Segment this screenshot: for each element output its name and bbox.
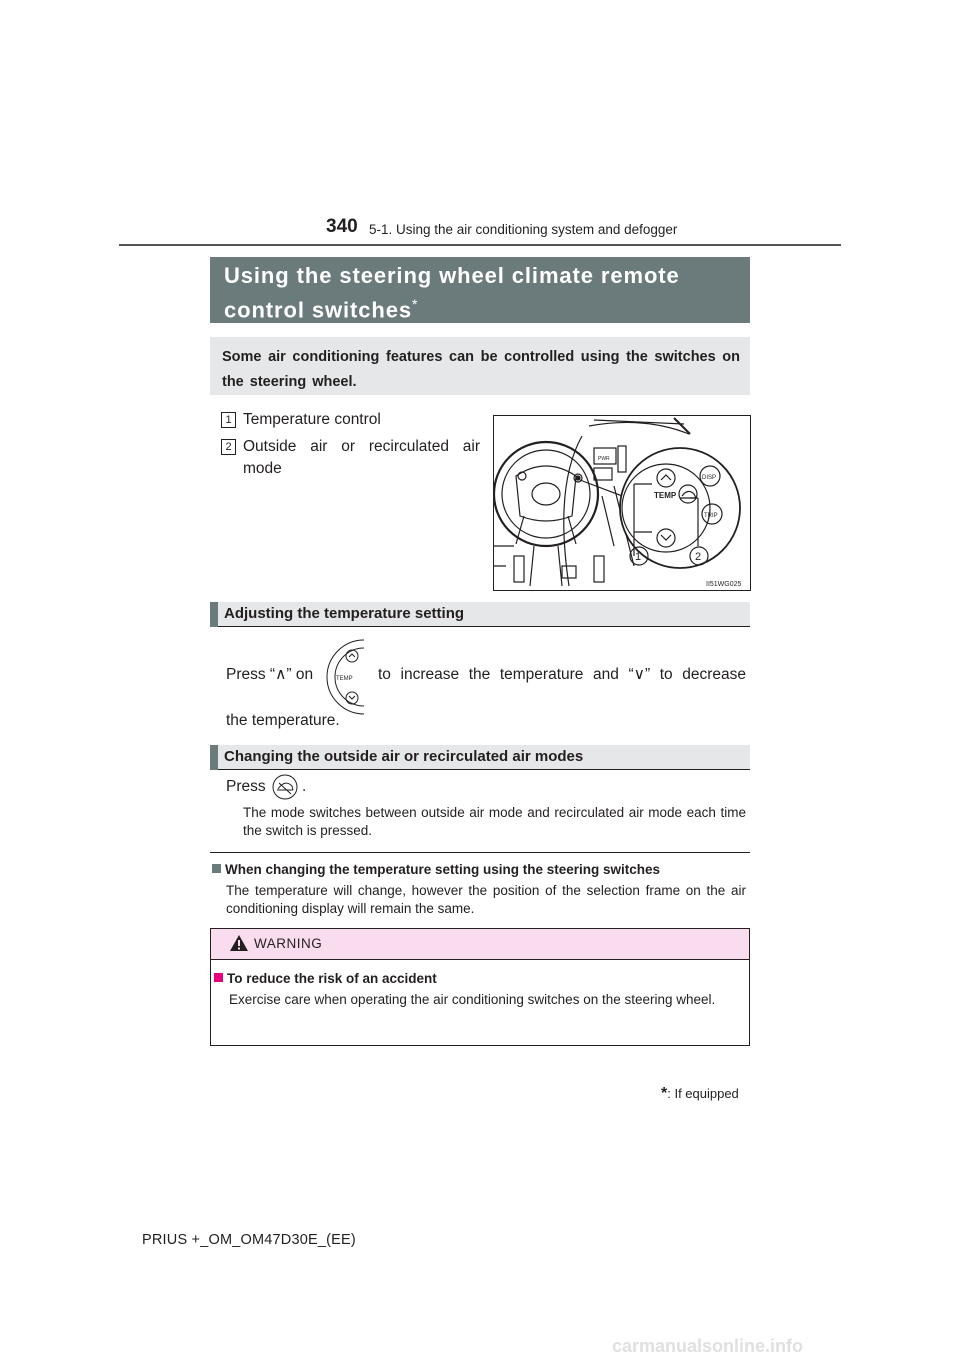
air-note: The mode switches between outside air mode and recirculated air mode each time the switch is pressed.: [243, 805, 746, 838]
section-title-box: [210, 257, 750, 323]
section-bar: [210, 602, 218, 627]
section-header-temperature: [210, 602, 750, 627]
section-title-air: Changing the outside air or recirculated air modes: [224, 748, 584, 765]
temp-text-line2: the temperature.: [226, 712, 340, 729]
warning-square-icon: [214, 973, 223, 982]
footnote-text: : If equipped: [667, 1086, 739, 1101]
info-square-icon: [212, 864, 221, 873]
page-number: 340: [326, 216, 358, 237]
watermark: carmanualsonline.info: [612, 1336, 804, 1356]
section-bar: [210, 745, 218, 770]
warning-label: WARNING: [254, 936, 323, 951]
recirculate-icon: [272, 774, 298, 800]
item-number-2: 2: [221, 439, 236, 455]
info-heading: When changing the temperature setting using the steering switches: [225, 862, 661, 877]
figure-pwr-label: PWR: [598, 456, 610, 462]
info-rule: [210, 852, 750, 853]
air-press-text: Press: [226, 778, 266, 795]
temp-icon-label: TEMP: [336, 676, 353, 682]
warning-box: [210, 928, 750, 1046]
figure-callout-2: 2: [695, 551, 702, 563]
temp-switch-icon: [326, 638, 366, 716]
warning-heading: To reduce the risk of an accident: [227, 971, 437, 986]
temp-text-pre: Press “∧” on: [226, 666, 314, 683]
figure-temp-label: TEMP: [654, 491, 677, 500]
section-header-air: [210, 745, 750, 770]
title-line-1: Using the steering wheel climate remote: [224, 263, 680, 288]
intro-text: Some air conditioning features can be controlled using the switches on the steering wheel.: [222, 349, 740, 390]
figure-code: II51WG025: [706, 581, 742, 588]
warning-triangle-icon: [229, 934, 249, 952]
info-text: The temperature will change, however the position of the selection frame on the air conditioning display will remain the same.: [226, 883, 746, 916]
section-title: [224, 262, 680, 324]
chapter-title: 5-1. Using the air conditioning system and defogger: [369, 222, 678, 237]
warning-heading-row: [214, 971, 437, 986]
temp-text-post: to increase the temperature and “∨” to decrease: [378, 666, 746, 683]
footnote-star: *: [661, 1085, 668, 1102]
figure-callout-1: 1: [635, 551, 642, 563]
footnote: [661, 1085, 739, 1103]
header-rule: [119, 244, 841, 246]
figure-disp-label: DISP: [702, 475, 717, 481]
footer-code: PRIUS +_OM_OM47D30E_(EE): [142, 1232, 356, 1248]
steering-wheel-illustration: [494, 416, 750, 590]
item-text-1: Temperature control: [243, 411, 381, 428]
steering-wheel-figure: [493, 415, 751, 591]
item-number-1: 1: [221, 412, 236, 428]
item-text-2b: mode: [243, 460, 282, 477]
warning-header: [211, 929, 749, 960]
figure-trip-label: TRIP: [704, 513, 718, 519]
info-heading-row: [212, 862, 660, 877]
air-press-end: .: [302, 778, 307, 795]
title-line-2: control switches: [224, 297, 412, 323]
equipped-star: *: [412, 296, 419, 312]
section-title-temperature: Adjusting the temperature setting: [224, 605, 465, 622]
warning-text: Exercise care when operating the air conditioning switches on the steering wheel.: [229, 992, 716, 1007]
intro-box: [210, 337, 750, 395]
item-text-2a: Outside air or recirculated air: [243, 438, 480, 455]
